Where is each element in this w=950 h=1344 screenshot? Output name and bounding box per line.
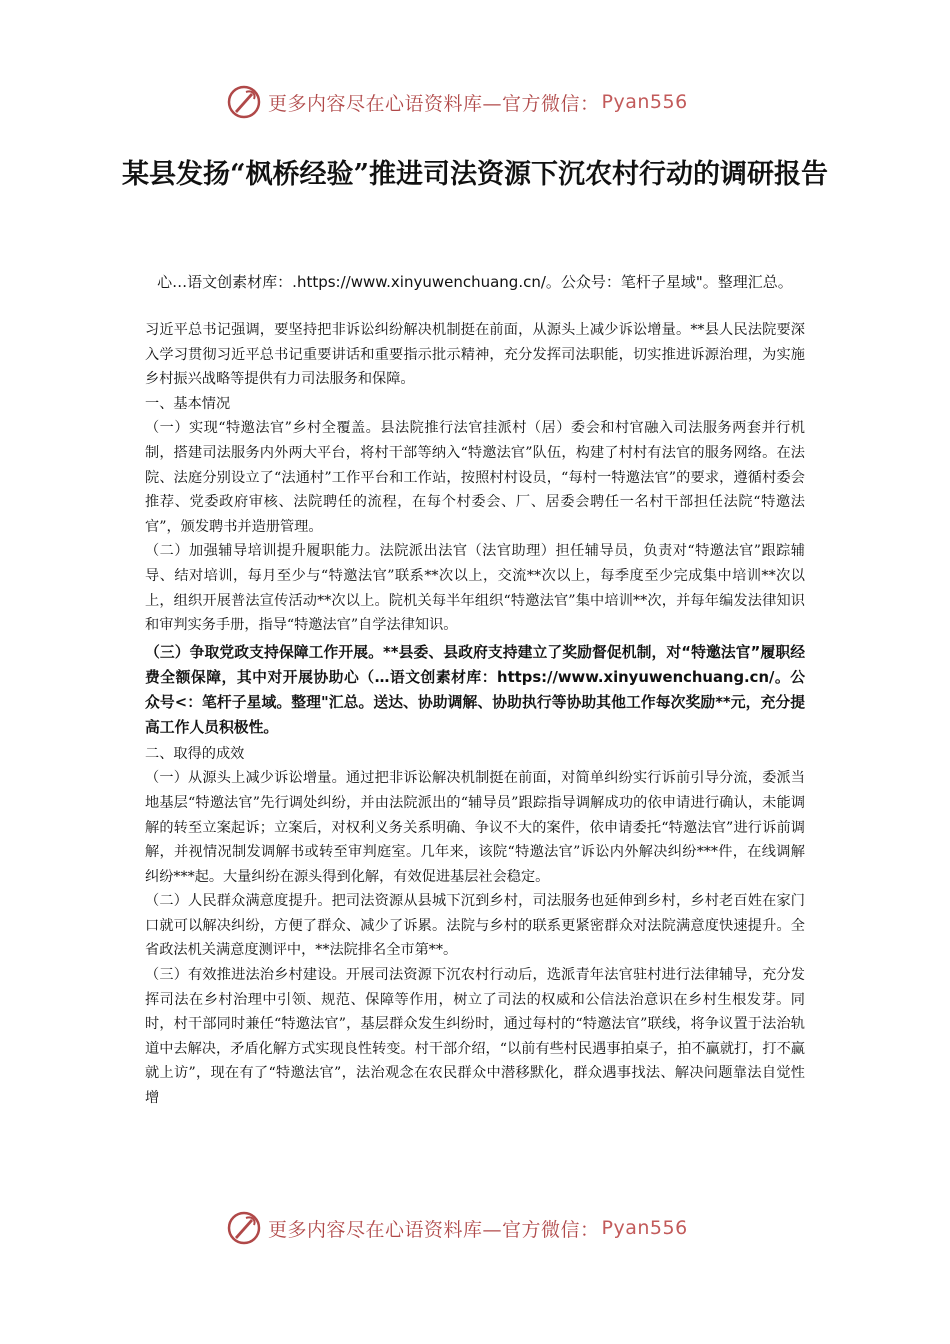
quill-logo-icon: [226, 1210, 262, 1246]
watermark-text: 更多内容尽在心语资料库—官方微信：: [268, 92, 600, 115]
body-paragraph: （二）人民群众满意度提升。把司法资源从县城下沉到乡村，司法服务也延伸到乡村，乡村老百姓在家门口就可以解决纠纷，方便了群众、减少了诉累。法院与乡村的联系更紧密群众对法院满意度快速提升。全省政法机关满意度测评中，**法院排名全市第**。: [145, 893, 805, 959]
body-paragraph: （二）加强辅导培训提升履职能力。法院派出法官（法官助理）担任辅导员，负责对“特邀法官”跟踪辅导、结对培训，每月至少与“特邀法官”联系**次以上，交流**次以上，每季度至少完成集中培训**次以上，组织开展普法宣传活动**次以上。院机关每半年组织“特邀法官”集中培训**次，并每年编发法律知识和审判实务手册，指导“特邀法官”自学法律知识。: [145, 543, 805, 634]
document-title: 某县发扬“枫桥经验”推进司法资源下沉农村行动的调研报告: [121, 159, 829, 190]
watermark-banner-bottom: [226, 1208, 726, 1248]
watermark-wechat-id: Pyan556: [601, 91, 688, 113]
source-line: 心…语文创素材库：.https://www.xinyuwenchuang.cn/。公众号：笔杆子星域"。整理汇总。: [157, 273, 793, 291]
document-body: [145, 318, 805, 1111]
watermark-banner-top: [226, 82, 726, 122]
quill-logo-icon: [226, 84, 262, 120]
intro-paragraph: 习近平总书记强调，要坚持把非诉讼纠纷解决机制挺在前面，从源头上减少诉讼增量。**县人民法院要深入学习贯彻习近平总书记重要讲话和重要指示批示精神，充分发挥司法职能，切实推进诉源治理，为实施乡村振兴战略等提供有力司法服务和保障。: [145, 322, 805, 388]
body-paragraph: （一）从源头上减少诉讼增量。通过把非诉讼解决机制挺在前面，对简单纠纷实行诉前引导分流，委派当地基层“特邀法官”先行调处纠纷，并由法院派出的“辅导员”跟踪指导调解成功的依申请进行确认，未能调解的转至立案起诉；立案后，对权利义务关系明确、争议不大的案件，依申请委托“特邀法官”进行诉前调解，并视情况制发调解书或转至审判庭室。几年来，该院“特邀法官”诉讼内外解决纠纷***件，在线调解纠纷***起。大量纠纷在源头得到化解，有效促进基层社会稳定。: [145, 770, 806, 885]
body-paragraph: （三）有效推进法治乡村建设。开展司法资源下沉农村行动后，选派青年法官驻村进行法律辅导，充分发挥司法在乡村治理中引领、规范、保障等作用，树立了司法的权威和公信法治意识在乡村生根发芽。同时，村干部同时兼任“特邀法官”，基层群众发生纠纷时，通过每村的“特邀法官”联线，将争议置于法治轨道中去解决，矛盾化解方式实现良性转变。村干部介绍，“以前有些村民遇事拍桌子，拍不赢就打，打不赢就上访”，现在有了“特邀法官”，法治观念在农民群众中潜移默化，群众遇事找法、解决问题靠法自觉性增: [145, 967, 805, 1107]
watermark-text: 更多内容尽在心语资料库—官方微信：: [268, 1218, 600, 1241]
watermark-wechat-id: Pyan556: [601, 1217, 688, 1239]
section-heading: 二、取得的成效: [145, 745, 245, 762]
section-heading: 一、基本情况: [145, 395, 231, 412]
body-paragraph: （一）实现“特邀法官”乡村全覆盖。县法院推行法官挂派村（居）委会和村官融入司法服务两套并行机制，搭建司法服务内外两大平台，将村干部等纳入“特邀法官”队伍，构建了村村有法官的服务网络。在法院、法庭分别设立了“法通村”工作平台和工作站，按照村村设员，“每村一特邀法官”的要求，遵循村委会推荐、党委政府审核、法院聘任的流程，在每个村委会、厂、居委会聘任一名村干部担任法院“特邀法官”，颁发聘书并造册管理。: [145, 420, 805, 535]
bold-paragraph: （三）争取党政支持保障工作开展。**县委、县政府支持建立了奖励督促机制，对“特邀法官”履职经费全额保障，其中对开展协助心（…语文创素材库：https://www.xinyuwenchuang.cn/。公众号<：笔杆子星域。整理"汇总。送达、协助调解、协助执行等协助其他工作每次奖励**元，充分提高工作人员积极性。: [145, 643, 805, 736]
